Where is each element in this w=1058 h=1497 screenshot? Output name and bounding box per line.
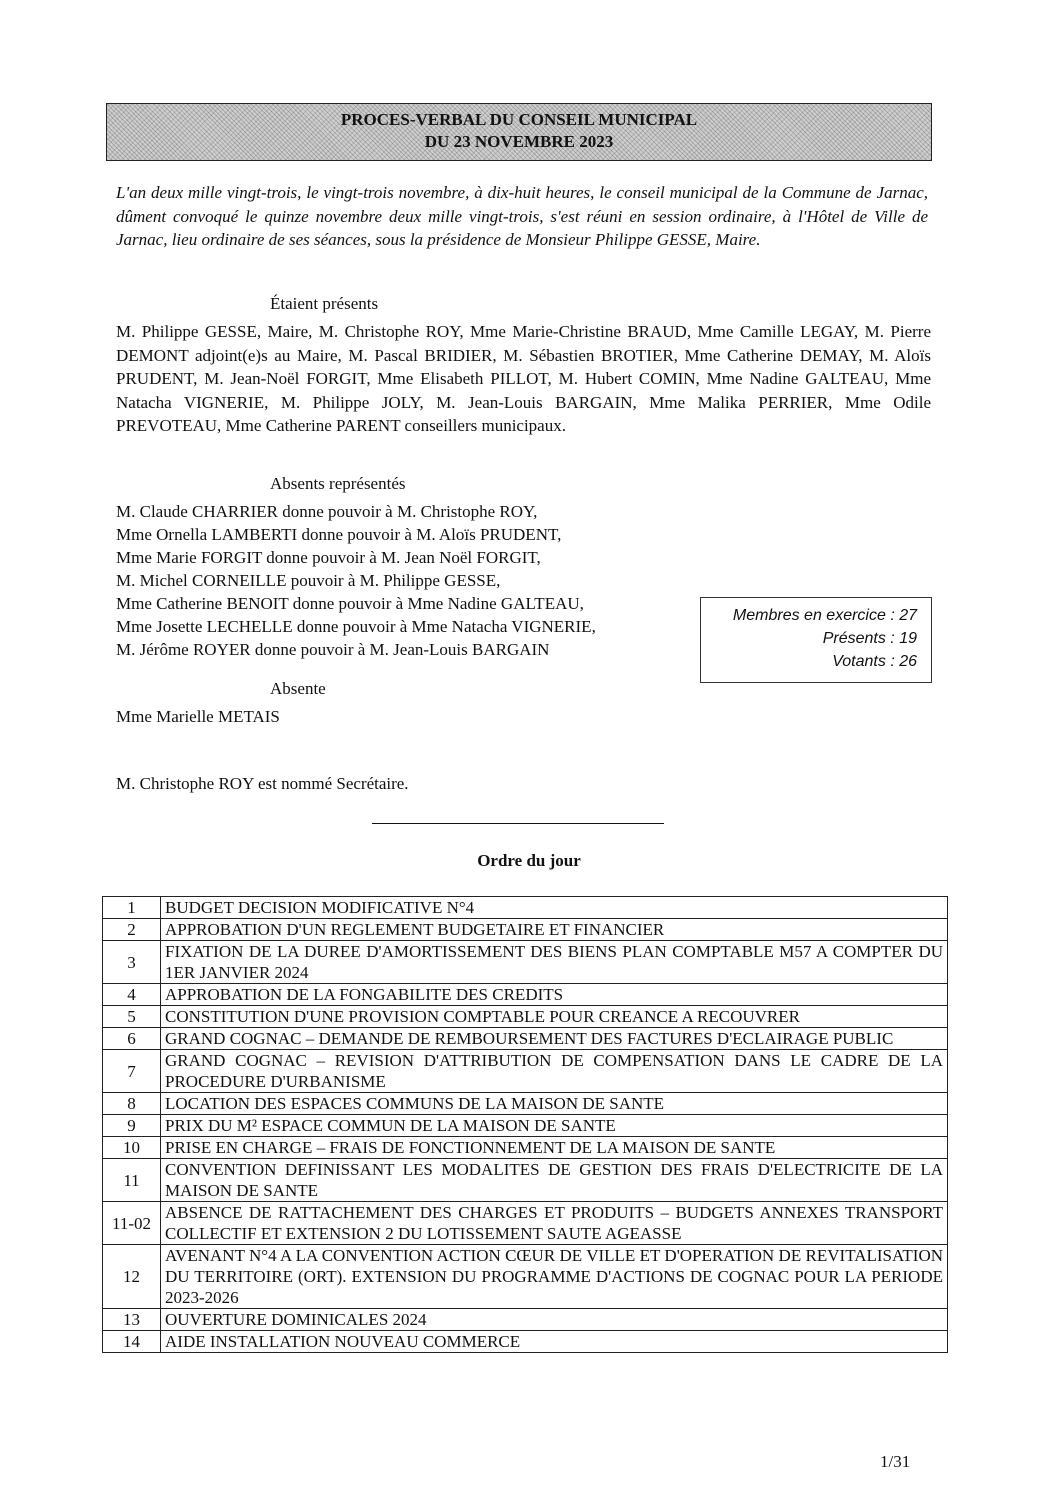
agenda-item-text: LOCATION DES ESPACES COMMUNS DE LA MAISON DE SANTE xyxy=(161,1093,948,1115)
agenda-item-text: PRISE EN CHARGE – FRAIS DE FONCTIONNEMENT DE LA MAISON DE SANTE xyxy=(161,1137,948,1159)
agenda-item-text: AVENANT N°4 A LA CONVENTION ACTION CŒUR DE VILLE ET D'OPERATION DE REVITALISATION DU TERRITOIRE (ORT). EXTENSION DU PROGRAMME D'ACTIONS DE COGNAC POUR LA PERIODE 2023-2026 xyxy=(161,1245,948,1309)
agenda-row xyxy=(103,1093,948,1115)
represented-item: Mme Marie FORGIT donne pouvoir à M. Jean Noël FORGIT, xyxy=(116,548,541,567)
agenda-item-number: 6 xyxy=(103,1028,161,1050)
agenda-item-text: ABSENCE DE RATTACHEMENT DES CHARGES ET PRODUITS – BUDGETS ANNEXES TRANSPORT COLLECTIF ET EXTENSION 2 DU LOTISSEMENT SAUTE AGEASSE xyxy=(161,1202,948,1245)
agenda-row xyxy=(103,1006,948,1028)
represented-item: Mme Ornella LAMBERTI donne pouvoir à M. Aloïs PRUDENT, xyxy=(116,525,562,544)
agenda-item-number: 14 xyxy=(103,1331,161,1353)
members-count: Membres en exercice : 27 xyxy=(732,607,917,624)
represented-item: Mme Josette LECHELLE donne pouvoir à Mme Natacha VIGNERIE, xyxy=(116,617,596,636)
document-title-line2: DU 23 NOVEMBRE 2023 xyxy=(424,132,614,151)
represented-list xyxy=(116,500,696,661)
agenda-row xyxy=(103,897,948,919)
secretary-line: M. Christophe ROY est nommé Secrétaire. xyxy=(116,774,409,793)
agenda-item-text: AIDE INSTALLATION NOUVEAU COMMERCE xyxy=(161,1331,948,1353)
agenda-item-text: FIXATION DE LA DUREE D'AMORTISSEMENT DES BIENS PLAN COMPTABLE M57 A COMPTER DU 1ER JANVIER 2024 xyxy=(161,941,948,984)
agenda-item-text: CONSTITUTION D'UNE PROVISION COMPTABLE POUR CREANCE A RECOUVRER xyxy=(161,1006,948,1028)
agenda-item-number: 7 xyxy=(103,1050,161,1093)
represented-item: M. Michel CORNEILLE pouvoir à M. Philippe GESSE, xyxy=(116,571,501,590)
agenda-row xyxy=(103,1115,948,1137)
agenda-table-body xyxy=(103,897,948,1353)
intro-paragraph: L'an deux mille vingt-trois, le vingt-trois novembre, à dix-huit heures, le conseil municipal de la Commune de Jarnac, dûment convoqué le quinze novembre deux mille vingt-trois, s'est réuni en session ordinaire, à l'Hôtel de Ville de Jarnac, lieu ordinaire de ses séances, sous la présidence de Monsieur Philippe GESSE, Maire. xyxy=(116,183,928,249)
agenda-item-text: OUVERTURE DOMINICALES 2024 xyxy=(161,1309,948,1331)
agenda-item-number: 11 xyxy=(103,1159,161,1202)
agenda-item-number: 5 xyxy=(103,1006,161,1028)
presents-list: M. Philippe GESSE, Maire, M. Christophe ROY, Mme Marie-Christine BRAUD, Mme Camille LEGAY, M. Pierre DEMONT adjoint(e)s au Maire, M. Pascal BRIDIER, M. Sébastien BROTIER, Mme Catherine DEMAY, M. Aloïs PRUDENT, M. Jean-Noël FORGIT, Mme Elisabeth PILLOT, M. Hubert COMIN, Mme Nadine GALTEAU, Mme Natacha VIGNERIE, M. Philippe JOLY, M. Jean-Louis BARGAIN, Mme Malika PERRIER, Mme Odile PREVOTEAU, Mme Catherine PARENT conseillers municipaux. xyxy=(116,322,931,435)
presents-heading: Étaient présents xyxy=(270,294,379,313)
agenda-item-number: 1 xyxy=(103,897,161,919)
agenda-heading: Ordre du jour xyxy=(477,851,581,870)
agenda-row xyxy=(103,1137,948,1159)
represented-item: M. Claude CHARRIER donne pouvoir à M. Christophe ROY, xyxy=(116,502,538,521)
represented-item: M. Jérôme ROYER donne pouvoir à M. Jean-Louis BARGAIN xyxy=(116,640,550,659)
document-title-line1: PROCES-VERBAL DU CONSEIL MUNICIPAL xyxy=(340,110,698,129)
agenda-row xyxy=(103,919,948,941)
agenda-row xyxy=(103,1202,948,1245)
agenda-item-number: 10 xyxy=(103,1137,161,1159)
agenda-item-text: GRAND COGNAC – DEMANDE DE REMBOURSEMENT DES FACTURES D'ECLAIRAGE PUBLIC xyxy=(161,1028,948,1050)
agenda-item-text: APPROBATION D'UN REGLEMENT BUDGETAIRE ET FINANCIER xyxy=(161,919,948,941)
stats-box xyxy=(700,597,932,683)
page-number: 1/31 xyxy=(880,1452,911,1471)
absent-name: Mme Marielle METAIS xyxy=(116,707,280,726)
agenda-row xyxy=(103,1331,948,1353)
agenda-item-number: 9 xyxy=(103,1115,161,1137)
agenda-item-text: CONVENTION DEFINISSANT LES MODALITES DE GESTION DES FRAIS D'ELECTRICITE DE LA MAISON DE SANTE xyxy=(161,1159,948,1202)
agenda-row xyxy=(103,1050,948,1093)
represented-heading: Absents représentés xyxy=(270,474,406,493)
agenda-item-number: 13 xyxy=(103,1309,161,1331)
agenda-item-text: BUDGET DECISION MODIFICATIVE N°4 xyxy=(161,897,948,919)
agenda-row xyxy=(103,984,948,1006)
agenda-item-number: 12 xyxy=(103,1245,161,1309)
agenda-row xyxy=(103,1028,948,1050)
agenda-item-number: 4 xyxy=(103,984,161,1006)
represented-item: Mme Catherine BENOIT donne pouvoir à Mme Nadine GALTEAU, xyxy=(116,594,584,613)
section-divider xyxy=(372,823,664,824)
agenda-item-text: APPROBATION DE LA FONGABILITE DES CREDITS xyxy=(161,984,948,1006)
agenda-item-number: 2 xyxy=(103,919,161,941)
agenda-table xyxy=(102,896,948,1353)
agenda-item-number: 11-02 xyxy=(103,1202,161,1245)
agenda-item-text: PRIX DU M² ESPACE COMMUN DE LA MAISON DE SANTE xyxy=(161,1115,948,1137)
agenda-item-text: GRAND COGNAC – REVISION D'ATTRIBUTION DE COMPENSATION DANS LE CADRE DE LA PROCEDURE D'URBANISME xyxy=(161,1050,948,1093)
agenda-item-number: 8 xyxy=(103,1093,161,1115)
agenda-item-number: 3 xyxy=(103,941,161,984)
agenda-row xyxy=(103,1309,948,1331)
document-title-box xyxy=(106,103,932,161)
agenda-row xyxy=(103,1159,948,1202)
voters-count: Votants : 26 xyxy=(832,653,917,670)
absent-heading: Absente xyxy=(270,679,326,698)
present-count: Présents : 19 xyxy=(822,630,917,647)
agenda-row xyxy=(103,941,948,984)
agenda-row xyxy=(103,1245,948,1309)
